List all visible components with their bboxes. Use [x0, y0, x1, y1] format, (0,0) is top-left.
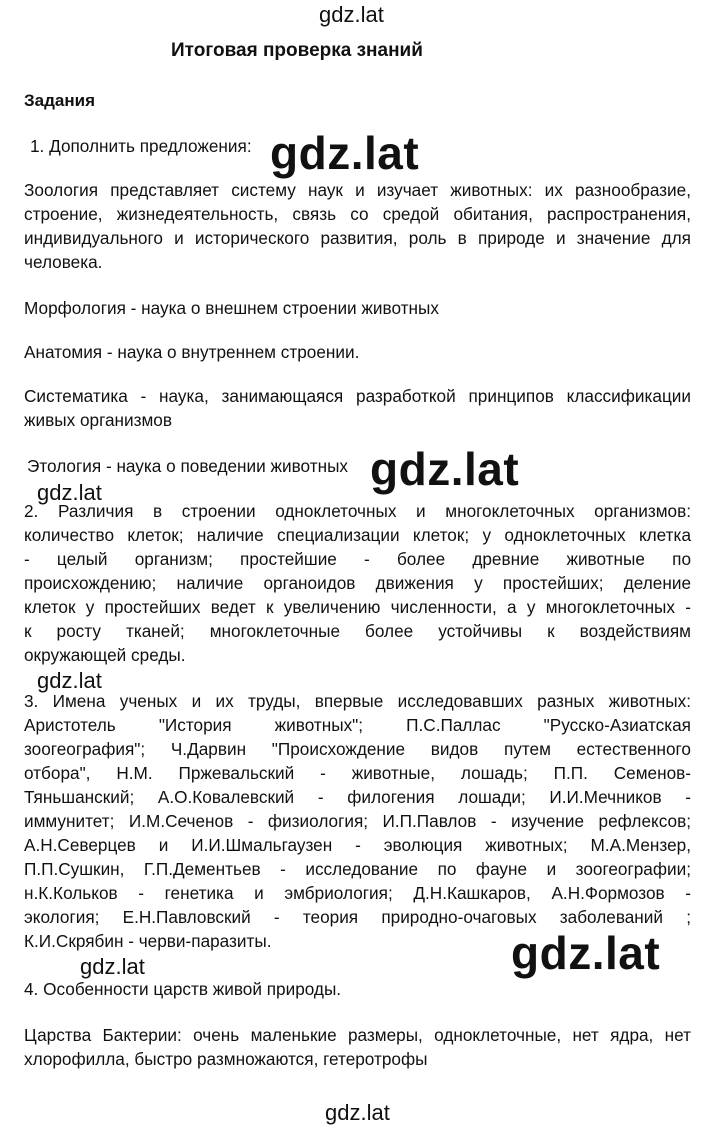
paragraph-line: индивидуального и исторического развития, роль в природе и значение для [24, 228, 691, 248]
paragraph-line: Царства Бактерии: очень маленькие размеры, одноклеточные, нет ядра, нет [24, 1025, 691, 1045]
paragraph-line: иммунитет; И.М.Сеченов - физиология; И.П.Павлов - изучение рефлексов; [24, 811, 691, 831]
paragraph-line: - целый организм; простейшие - более древние животные по [24, 549, 691, 569]
paragraph-line: живых организмов [24, 410, 172, 430]
watermark-bottom: gdz.lat [325, 1100, 390, 1125]
paragraph-line: Анатомия - наука о внутреннем строении. [24, 342, 360, 362]
item-4-heading: 4. Особенности царств живой природы. [24, 979, 342, 999]
paragraph-line: экология; Е.Н.Павловский - теория природно-очаговых заболеваний ; [24, 907, 691, 927]
paragraph-line: Аристотель "История животных"; П.С.Паллас "Русско-Азиатская [24, 715, 691, 735]
paragraph-line: отбора", Н.М. Пржевальский - животные, лошадь; П.П. Семенов- [24, 763, 691, 783]
paragraph-line: хлорофилла, быстро размножаются, гетеротрофы [24, 1049, 428, 1069]
paragraph-line: зоогеография"; Ч.Дарвин "Происхождение видов путем естественного [24, 739, 691, 759]
paragraph-line: количество клеток; наличие специализации клеток; у одноклеточных клетка [24, 525, 691, 545]
paragraph-line: Морфология - наука о внешнем строении животных [24, 298, 439, 318]
paragraph-line: П.П.Сушкин, Г.П.Дементьев - исследование по фауне и зоогеографии; [24, 859, 691, 879]
paragraph-line: А.Н.Северцев и И.И.Шмальгаузен - эволюция животных; М.А.Мензер, [24, 835, 691, 855]
paragraph-line: строение, жизнедеятельность, связь со средой обитания, распространения, [24, 204, 691, 224]
paragraph-line: Зоология представляет систему наук и изучает животных: их разнообразие, [24, 180, 691, 200]
watermark-large: gdz.lat [270, 127, 420, 179]
paragraph-line: Тяньшанский; А.О.Ковалевский - филогения лошади; И.И.Мечников - [24, 787, 691, 807]
paragraph-line: Систематика - наука, занимающаяся разработкой принципов классификации [24, 386, 691, 406]
watermark-small: gdz.lat [37, 480, 102, 505]
paragraph-line: происхождению; наличие органоидов движения у простейших; деление [24, 573, 691, 593]
paragraph-line: клеток у простейших ведет к увеличению численности, а у многоклеточных - [24, 597, 691, 617]
paragraph-line: к росту тканей; многоклеточные более устойчивы к воздействиям [24, 621, 691, 641]
paragraph-line: 2. Различия в строении одноклеточных и многоклеточных организмов: [24, 501, 691, 521]
watermark-large: gdz.lat [511, 927, 661, 979]
watermark-large: gdz.lat [370, 443, 520, 495]
paragraph-line: 3. Имена ученых и их труды, впервые исследовавших разных животных: [24, 691, 691, 711]
watermark-small: gdz.lat [80, 954, 145, 979]
watermark-small: gdz.lat [37, 668, 102, 693]
watermark-top: gdz.lat [319, 2, 384, 27]
section-heading: Задания [24, 91, 95, 110]
paragraph-line: н.К.Кольков - генетика и эмбриология; Д.Н.Кашкаров, А.Н.Формозов - [24, 883, 691, 903]
paragraph-line: окружающей среды. [24, 645, 186, 665]
paragraph-line: К.И.Скрябин - черви-паразиты. [24, 931, 272, 951]
item-1-heading: 1. Дополнить предложения: [30, 136, 252, 156]
paragraph-line: Этология - наука о поведении животных [27, 456, 349, 476]
page-title: Итоговая проверка знаний [171, 40, 423, 61]
paragraph-line: человека. [24, 252, 103, 272]
